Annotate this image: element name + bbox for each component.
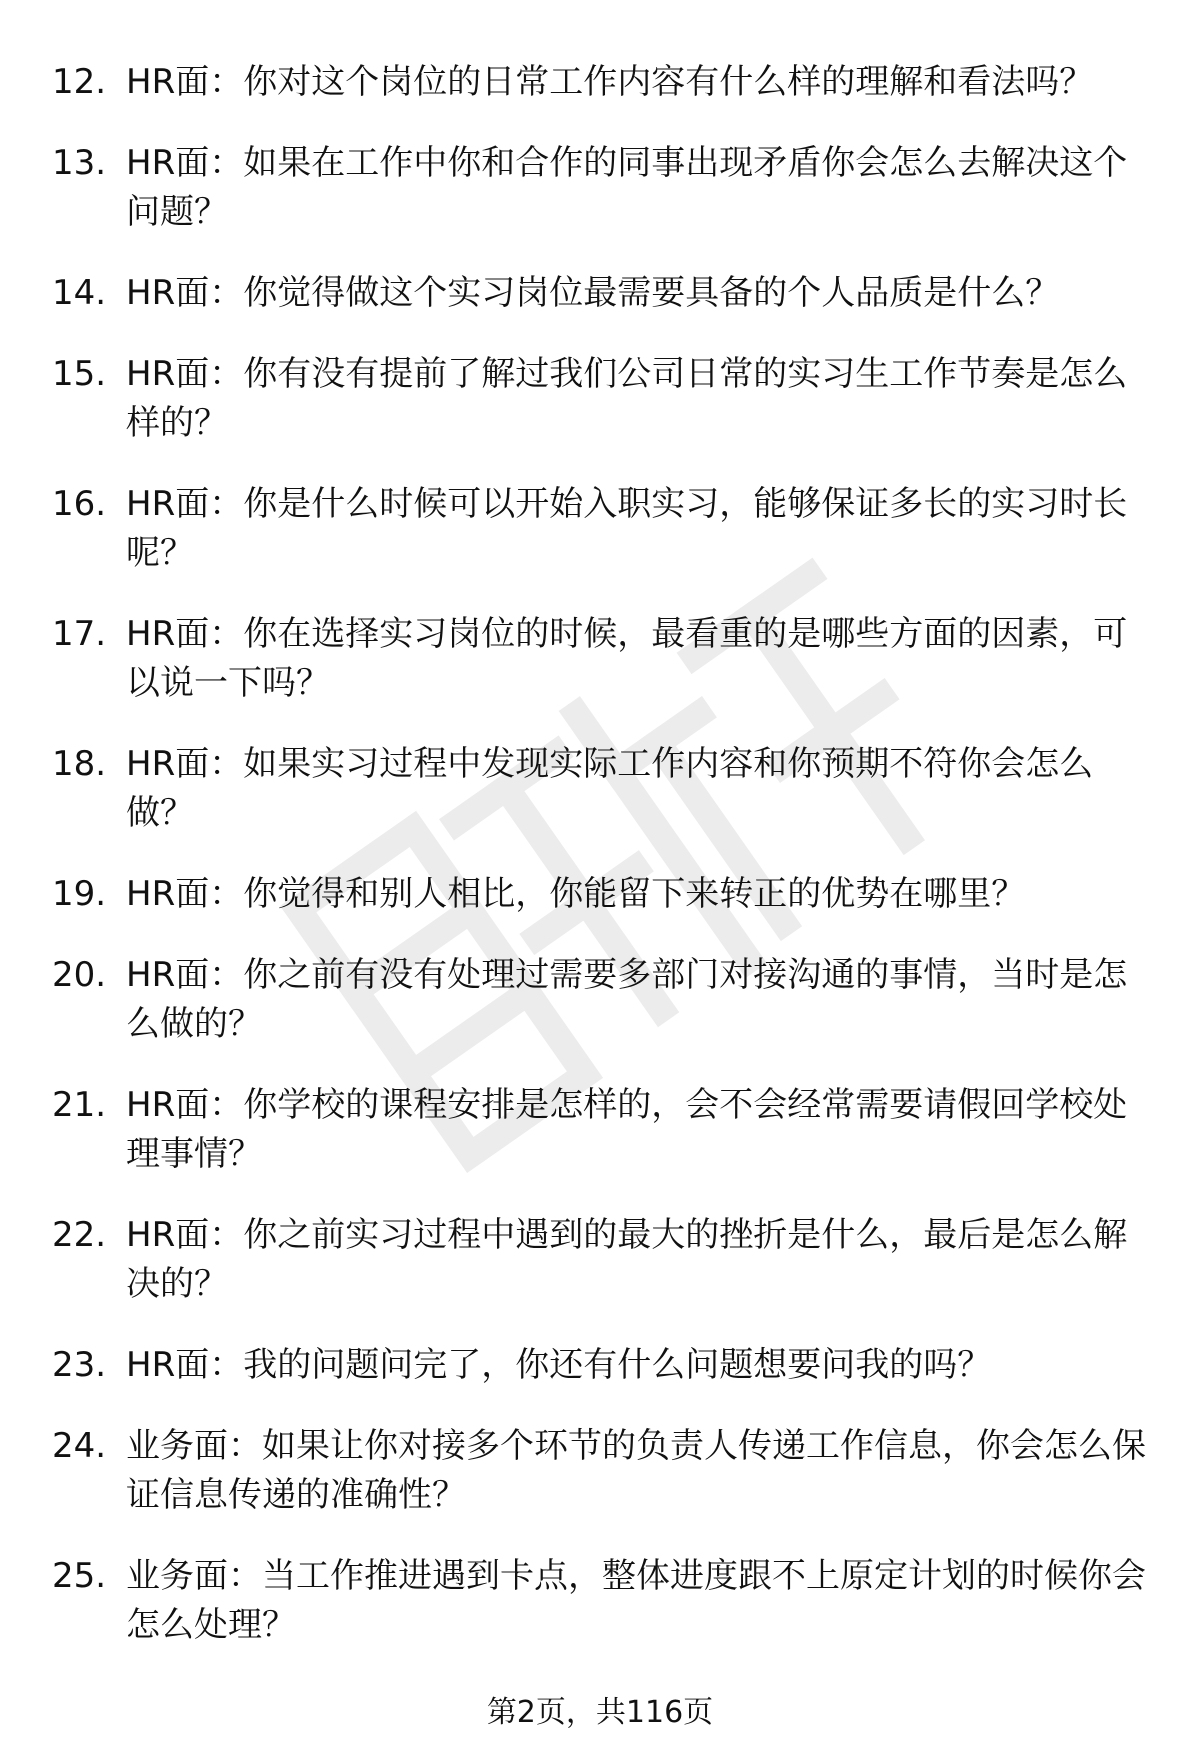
page-footer: 第2页，共116页 [486, 1695, 714, 1730]
question-text: HR面：你之前有没有处理过需要多部门对接沟通的事情，当时是怎么做的？ [126, 955, 1128, 1044]
question-text: HR面：你觉得做这个实习岗位最需要具备的个人品质是什么？ [126, 273, 1060, 313]
question-text: HR面：你对这个岗位的日常工作内容有什么样的理解和看法吗？ [126, 62, 1094, 102]
list-item [52, 269, 1152, 318]
question-text: 业务面：当工作推进遇到卡点，整体进度跟不上原定计划的时候你会怎么处理？ [126, 1556, 1146, 1645]
question-number: 18. [52, 744, 107, 784]
question-list [52, 58, 1152, 1682]
question-text: HR面：你是什么时候可以开始入职实习，能够保证多长的实习时长呢？ [126, 484, 1128, 573]
question-text: HR面：如果在工作中你和合作的同事出现矛盾你会怎么去解决这个问题？ [126, 143, 1128, 232]
question-text: HR面：你学校的课程安排是怎样的，会不会经常需要请假回学校处理事情？ [126, 1085, 1128, 1174]
question-text: HR面：你觉得和别人相比，你能留下来转正的优势在哪里？ [126, 874, 1026, 914]
list-item [52, 1081, 1152, 1179]
list-item [52, 58, 1152, 107]
list-item [52, 480, 1152, 578]
question-text: HR面：我的问题问完了，你还有什么问题想要问我的吗？ [126, 1345, 992, 1385]
list-item [52, 951, 1152, 1049]
list-item [52, 870, 1152, 919]
question-text: HR面：你之前实习过程中遇到的最大的挫折是什么，最后是怎么解决的？ [126, 1215, 1128, 1304]
list-item [52, 1422, 1152, 1520]
question-number: 22. [52, 1215, 107, 1255]
question-number: 12. [52, 62, 107, 102]
question-number: 14. [52, 273, 107, 313]
question-number: 13. [52, 143, 107, 183]
question-number: 25. [52, 1556, 107, 1596]
question-number: 21. [52, 1085, 107, 1125]
question-text: HR面：你有没有提前了解过我们公司日常的实习生工作节奏是怎么样的？ [126, 354, 1128, 443]
list-item [52, 740, 1152, 838]
list-item [52, 1211, 1152, 1309]
question-text: HR面：如果实习过程中发现实际工作内容和你预期不符你会怎么做？ [126, 744, 1094, 833]
question-number: 19. [52, 874, 107, 914]
question-text: HR面：你在选择实习岗位的时候，最看重的是哪些方面的因素，可以说一下吗？ [126, 614, 1128, 703]
question-text: 业务面：如果让你对接多个环节的负责人传递工作信息，你会怎么保证信息传递的准确性？ [126, 1426, 1146, 1515]
list-item [52, 350, 1152, 448]
list-item [52, 1341, 1152, 1390]
list-item [52, 610, 1152, 708]
list-item [52, 1552, 1152, 1650]
question-number: 16. [52, 484, 107, 524]
question-number: 24. [52, 1426, 107, 1466]
list-item [52, 139, 1152, 237]
question-number: 23. [52, 1345, 107, 1385]
question-number: 20. [52, 955, 107, 995]
question-number: 17. [52, 614, 107, 654]
question-number: 15. [52, 354, 107, 394]
